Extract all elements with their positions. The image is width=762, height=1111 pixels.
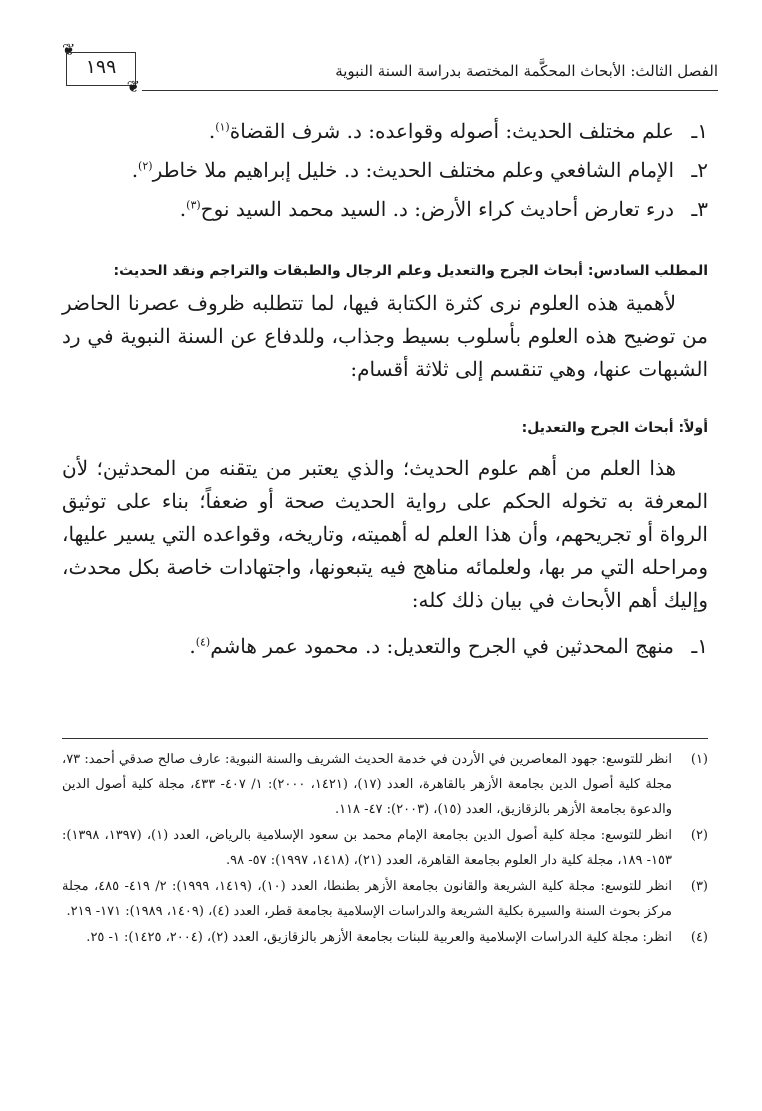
list-item-number: ١ـ — [691, 119, 708, 143]
footnote-ref: (٢) — [138, 159, 153, 173]
list-item-text: منهج المحدثين في الجرح والتعديل: د. محمود عمر هاشم — [210, 634, 674, 658]
subsection-heading: أولاً: أبحاث الجرح والتعديل: — [521, 420, 708, 436]
subsection-paragraph: هذا العلم من أهم علوم الحديث؛ والذي يعتبر من يتقنه من المحدثين؛ لأن المعرفة به تخوله الحكم على رواية الحديث صحة أو ضعفاً؛ بناء على توثيق الرواة أو تجريحهم، وأن هذا العلم له أهميته، وتاريخه، وقواعده التي يسير عليها، ومراحله التي مر بها، ولعلمائه مناهج فيه يتبعونها، واجتهادات خاصة بكل محدث، وإليك أهم الأبحاث في بيان ذلك كله: — [62, 456, 708, 612]
footnote — [62, 823, 708, 873]
corner-ornament-icon: ❦ — [126, 77, 140, 96]
chapter-title: الفصل الثالث: الأبحاث المحكَّمة المختصة بدراسة السنة النبوية — [335, 62, 718, 80]
list-item-end: . — [179, 197, 187, 221]
footnote — [62, 747, 708, 822]
main-text — [62, 112, 708, 666]
section-heading: المطلب السادس: أبحاث الجرح والتعديل وعلم الرجال والطبقات والتراجم ونقد الحديث: — [113, 263, 708, 279]
section-paragraph: لأهمية هذه العلوم نرى كثرة الكتابة فيها، لما تتطلبه ظروف عصرنا الحاضر من توضيح هذه العلوم بأسلوب بسيط وجذاب، وللدفاع عن السنة النبوية في رد الشبهات عنها، وهي تنقسم إلى ثلاثة أقسام: — [62, 291, 708, 381]
footnote-text: انظر للتوسع: مجلة كلية أصول الدين بجامعة الإمام محمد بن سعود الإسلامية بالرياض، العدد (١)، (١٣٩٧، ١٣٩٨): ١٥٣- ١٨٩، مجلة كلية دار العلوم بجامعة القاهرة، العدد (٢١)، (١٤١٨، ١٩٩٧): ٥٧- ٩٨. — [62, 828, 672, 868]
page-number: ١٩٩ — [85, 56, 117, 78]
list-item — [62, 112, 708, 151]
list-item-number: ١ـ — [691, 634, 708, 658]
list-item-end: . — [131, 158, 139, 182]
footnote-ref: (٣) — [186, 198, 201, 212]
list-item-text: درء تعارض أحاديث كراء الأرض: د. السيد محمد السيد نوح — [200, 197, 674, 221]
footnote-number: (١) — [690, 752, 708, 767]
running-header — [62, 38, 718, 94]
footnote-number: (٤) — [690, 930, 708, 945]
footnote-text: انظر للتوسع: مجلة كلية الشريعة والقانون بجامعة الأزهر بطنطا، العدد (١٠)، (١٤١٩، ١٩٩٩): ٢/ ٤١٩- ٤٨٥، مجلة مركز بحوث السنة والسيرة بكلية الشريعة والدراسات الإسلامية بجامعة قطر، العدد (٤)، (١٤٠٩، ١٩٨٩): ١٧١- ٢١٩. — [62, 879, 673, 919]
list-item-end: . — [208, 119, 216, 143]
list-item-text: علم مختلف الحديث: أصوله وقواعده: د. شرف القضاة — [229, 119, 674, 143]
list-item — [62, 627, 708, 666]
footnote-divider — [62, 738, 708, 739]
page-number-box — [62, 40, 140, 96]
list-item-end: . — [189, 634, 196, 658]
footnote-ref: (٤) — [195, 635, 211, 649]
footnote — [62, 874, 708, 924]
list-item-number: ٣ـ — [691, 197, 708, 221]
footnote-ref: (١) — [215, 120, 230, 134]
list-item — [62, 190, 708, 229]
list-item — [62, 151, 708, 190]
footnote-text: انظر للتوسع: جهود المعاصرين في الأردن في خدمة الحديث الشريف والسنة النبوية: عارف صالح صدقي أحمد: ٧٣، مجلة كلية أصول الدين بجامعة الأزهر بالقاهرة، العدد (١٧)، (١٤٢١، ٢٠٠٠): ١/ ٤٠٧- ٤٣٣، مجلة كلية أصول الدين والدعوة بجامعة الأزهر بالزقازيق، العدد (١٥)، (٢٠٠٣): ٤٧- ١١٨. — [62, 752, 672, 817]
list-item-text: الإمام الشافعي وعلم مختلف الحديث: د. خليل إبراهيم ملا خاطر — [152, 158, 674, 182]
header-rule — [142, 90, 718, 91]
footnote — [62, 925, 708, 950]
footnote-number: (٢) — [690, 828, 708, 843]
footnote-text: انظر: مجلة كلية الدراسات الإسلامية والعربية للبنات بجامعة الأزهر بالزقازيق، العدد (٢)، (٢٠٠٤، ١٤٢٥): ١- ٢٥. — [86, 930, 672, 945]
footnote-number: (٣) — [690, 879, 708, 894]
list-item-number: ٢ـ — [691, 158, 708, 182]
footnotes-section — [62, 738, 708, 951]
corner-ornament-icon: ❦ — [62, 40, 76, 59]
